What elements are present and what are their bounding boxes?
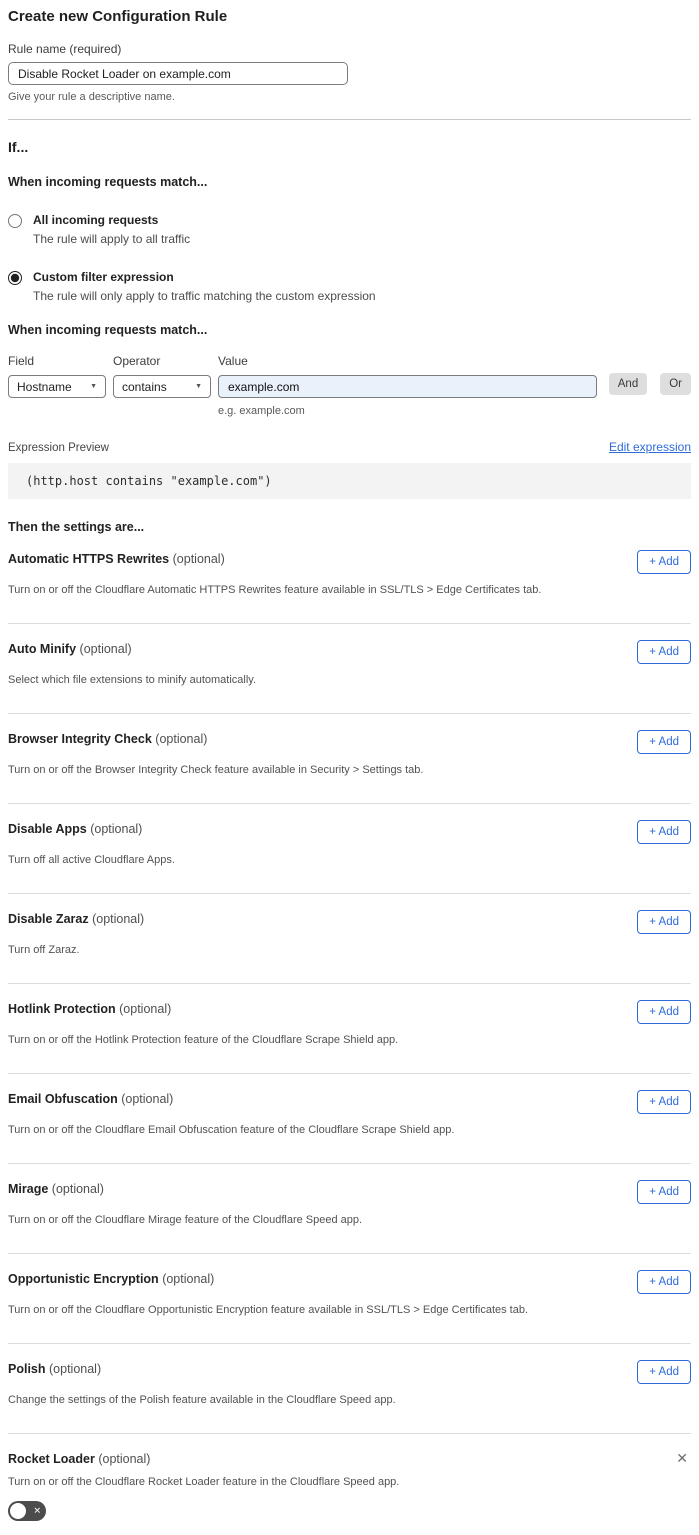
value-label: Value xyxy=(218,354,248,368)
setting-title: Rocket Loader (optional) xyxy=(8,1452,151,1466)
setting-title: Hotlink Protection (optional) xyxy=(8,1002,172,1016)
chevron-down-icon: ▼ xyxy=(90,383,97,390)
setting-row-disable-zaraz xyxy=(8,894,691,984)
expression-preview-code: (http.host contains "example.com") xyxy=(8,463,691,499)
setting-row-rocket-loader xyxy=(8,1434,691,1521)
setting-title: Email Obfuscation (optional) xyxy=(8,1092,174,1106)
expression-preview-label: Expression Preview xyxy=(8,442,109,454)
match-heading: When incoming requests match... xyxy=(8,175,208,189)
setting-row-auto-minify xyxy=(8,624,691,714)
setting-row-browser-integrity-check xyxy=(8,714,691,804)
optional-tag: (optional) xyxy=(98,1452,151,1466)
optional-tag: (optional) xyxy=(162,1272,215,1286)
edit-expression-link[interactable]: Edit expression xyxy=(608,440,691,454)
operator-select[interactable] xyxy=(113,375,211,398)
optional-tag: (optional) xyxy=(172,552,225,566)
all-incoming-requests-radio[interactable] xyxy=(8,214,22,228)
field-select-value: Hostname xyxy=(17,379,72,394)
setting-title: Polish (optional) xyxy=(8,1362,102,1376)
expression-preview-header xyxy=(8,440,691,454)
page-title: Create new Configuration Rule xyxy=(8,8,228,25)
chevron-down-icon: ▼ xyxy=(195,383,202,390)
radio-label[interactable]: Custom filter expression xyxy=(33,270,174,284)
add-button[interactable]: + Add xyxy=(637,1180,691,1204)
optional-tag: (optional) xyxy=(51,1182,104,1196)
optional-tag: (optional) xyxy=(79,642,132,656)
setting-title: Disable Apps (optional) xyxy=(8,822,143,836)
setting-title: Opportunistic Encryption (optional) xyxy=(8,1272,215,1286)
custom-filter-expression-radio[interactable] xyxy=(8,271,22,285)
setting-description: Turn on or off the Cloudflare Rocket Loader feature in the Cloudflare Speed app. xyxy=(8,1476,400,1488)
if-heading: If... xyxy=(8,139,29,155)
add-button[interactable]: + Add xyxy=(637,1090,691,1114)
add-button[interactable]: + Add xyxy=(637,820,691,844)
optional-tag: (optional) xyxy=(119,1002,172,1016)
rocket-loader-toggle[interactable] xyxy=(8,1501,46,1521)
or-button[interactable]: Or xyxy=(660,373,691,395)
rule-name-label: Rule name (required) xyxy=(8,42,122,56)
builder-heading: When incoming requests match... xyxy=(8,323,208,337)
setting-row-mirage xyxy=(8,1164,691,1254)
setting-description: Turn off Zaraz. xyxy=(8,944,80,956)
setting-row-opportunistic-encryption xyxy=(8,1254,691,1344)
add-button[interactable]: + Add xyxy=(637,1360,691,1384)
setting-title: Automatic HTTPS Rewrites (optional) xyxy=(8,552,225,566)
setting-description: Change the settings of the Polish feature available in the Cloudflare Speed app. xyxy=(8,1394,396,1406)
rule-name-input[interactable] xyxy=(8,62,348,85)
then-settings-heading: Then the settings are... xyxy=(8,520,145,534)
and-button[interactable]: And xyxy=(609,373,647,395)
radio-label[interactable]: All incoming requests xyxy=(33,213,159,227)
setting-description: Turn on or off the Cloudflare Automatic HTTPS Rewrites feature available in SSL/TLS > Edge Certificates tab. xyxy=(8,584,542,596)
setting-title: Browser Integrity Check (optional) xyxy=(8,732,208,746)
add-button[interactable]: + Add xyxy=(637,730,691,754)
rule-name-helper: Give your rule a descriptive name. xyxy=(8,91,175,103)
field-label: Field xyxy=(8,354,35,368)
setting-description: Turn on or off the Cloudflare Opportunistic Encryption feature available in SSL/TLS > Edge Certificates tab. xyxy=(8,1304,529,1316)
value-hint: e.g. example.com xyxy=(218,405,305,417)
setting-title: Mirage (optional) xyxy=(8,1182,104,1196)
operator-select-value: contains xyxy=(122,379,167,394)
setting-row-disable-apps xyxy=(8,804,691,894)
field-select[interactable] xyxy=(8,375,106,398)
setting-row-polish xyxy=(8,1344,691,1434)
close-icon[interactable]: ✕ xyxy=(676,1450,688,1466)
add-button[interactable]: + Add xyxy=(637,910,691,934)
setting-description: Turn on or off the Hotlink Protection feature of the Cloudflare Scrape Shield app. xyxy=(8,1034,399,1046)
setting-description: Turn on or off the Cloudflare Mirage feature of the Cloudflare Speed app. xyxy=(8,1214,363,1226)
setting-row-email-obfuscation xyxy=(8,1074,691,1164)
setting-row-hotlink-protection xyxy=(8,984,691,1074)
expression-builder-row xyxy=(8,354,691,417)
add-button[interactable]: + Add xyxy=(637,550,691,574)
optional-tag: (optional) xyxy=(49,1362,102,1376)
toggle-off-icon: ✕ xyxy=(33,1505,41,1516)
add-button[interactable]: + Add xyxy=(637,640,691,664)
setting-title: Disable Zaraz (optional) xyxy=(8,912,145,926)
optional-tag: (optional) xyxy=(92,912,145,926)
toggle-knob xyxy=(10,1503,26,1519)
value-input[interactable] xyxy=(218,375,597,398)
radio-custom-filter-expression[interactable] xyxy=(8,270,691,303)
setting-description: Select which file extensions to minify automatically. xyxy=(8,674,257,686)
radio-all-incoming-requests[interactable] xyxy=(8,213,691,246)
add-button[interactable]: + Add xyxy=(637,1000,691,1024)
setting-description: Turn off all active Cloudflare Apps. xyxy=(8,854,175,866)
optional-tag: (optional) xyxy=(155,732,208,746)
radio-description: The rule will apply to all traffic xyxy=(33,232,191,246)
operator-label: Operator xyxy=(113,354,161,368)
section-divider xyxy=(8,119,691,120)
setting-title: Auto Minify (optional) xyxy=(8,642,132,656)
setting-description: Turn on or off the Cloudflare Email Obfuscation feature of the Cloudflare Scrape Shield app. xyxy=(8,1124,455,1136)
setting-description: Turn on or off the Browser Integrity Check feature available in Security > Settings tab. xyxy=(8,764,424,776)
optional-tag: (optional) xyxy=(90,822,143,836)
add-button[interactable]: + Add xyxy=(637,1270,691,1294)
setting-row-automatic-https-rewrites xyxy=(8,534,691,624)
optional-tag: (optional) xyxy=(121,1092,174,1106)
radio-description: The rule will only apply to traffic matching the custom expression xyxy=(33,289,376,303)
